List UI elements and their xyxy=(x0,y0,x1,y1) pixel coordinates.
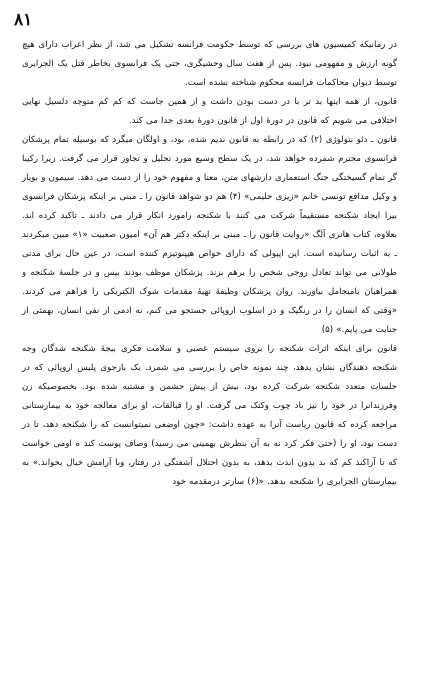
paragraph: در رمانیکه کمیسیون های بررسی که توسط حکومت فرانسه تشکیل می شد، از نظر اعراب دارای هیچ گونه ارزش و مفهومی نبود. پس از هفت سال وحشیگری، حتی یک فرانسوی بخاطر قتل یک الجزایری توسط دیوان محاکمات فرانسه محکوم شناخته نشده است. xyxy=(22,40,397,88)
page-number: ۸۱ xyxy=(14,10,33,30)
paragraph: قانون ـ دئو نتولوژی (۲) که در رابطه به قانون ندیم شده، بود، و اولگان میگرد که بوسیله تمام پزشکان فرانسوی محترم شمرده خواهد شد، در یک سطح وسیع مورد تحلیل و تجاوز قرار می گرفت. زیرا رکیبا گر تمام گسیختگی جنگ استعماری دارشهای متن، معنا و مفهوم خود را از دست می دهد. سیمون و بویار و وکیل مدافع تونسی خانم «زیزی حلیمی» (۴) هم دو شواهد قانون را ـ مبنی بر اینکه پزشکان فرانسوی بیرا ایجاد شکنجه مستقیماً شرکت می کنند با شکنجه رامورد انکار قرار می دادند ـ تاکید کرده اند. بعلاوه، کتاب هانری آلگ «روایت قانون را ـ مبنی بر اینکه دکتر هم آن» امیون صعبیت «۱» مبین میکردند ـ به اثبات رسانیده است. این اپیولی که دارای خواص هیپنوتیزم کننده است، در عین حال برای مدتی طولانی می تواند تعادل روحی شخص را برهم بزند. پزشکان موظف بودند بیس و در جلسهٔ شکنجه و همراهیان بامیجامل بیاورند. روان پزشکان وظیفهٔ تهیهٔ مقدمات شوک الکتریکی را فراهم می کردند. «وقتی که انسان را در رنگیک و در اسلوب اروپائی جستجو می کنم، نه ادمی از نفی انسان، بهمثی از جنایت می پایم.» (۵) xyxy=(22,135,397,335)
body-text xyxy=(22,36,397,492)
paragraph: قانون برای اینکه اثرات شکنجه را بروی سیستم عصبی و سلامت فکری بیجهٔ شکنجه شدگان وجه شکنجه دهندگان نشان بدهد، چند نمونه خاص را بررسی می شمرد. بک بازجوی پلیس اروپائی که در جلسات متعدد شکنجه شرکت کرده بود، بیش از پیش حشمن و مشتبه شده بود. بخصوصیکه زن وفرزندانرا در خود را نیز باد چوب وکتک می گرفت. او را قبالقات، او برای معالجه خود به بیمارستانی مراجعه کرده که قانون ریاست آنرا به عهده داشت: «چون اوضعی نمیتوانست که را شکنجه دهد، تا در دست بود، او را (حتی فکر کرد نه به آن بنظرش بهمینی می رسید) وصاف پوست کند ه اومی خواست که تا آزاکند کم که بد بدون اندت بدهد، به بدون احتلال آشفتگی در رفتار، وبا آرامش خیال بخواند.» به بیمارستان الجزایری را شکنجه بدهد. «(۶) سارتر درمقدمه خود xyxy=(22,344,397,487)
paragraph: قانون، از همه اینها بد تر با در دست بودن داشت و از همین جاست که کم کم متوجه دلسیل نهایی اختلافی می شویم که قانون در دورهٔ اول از قانون دورهٔ بعدی جدا می کند. xyxy=(22,97,397,126)
